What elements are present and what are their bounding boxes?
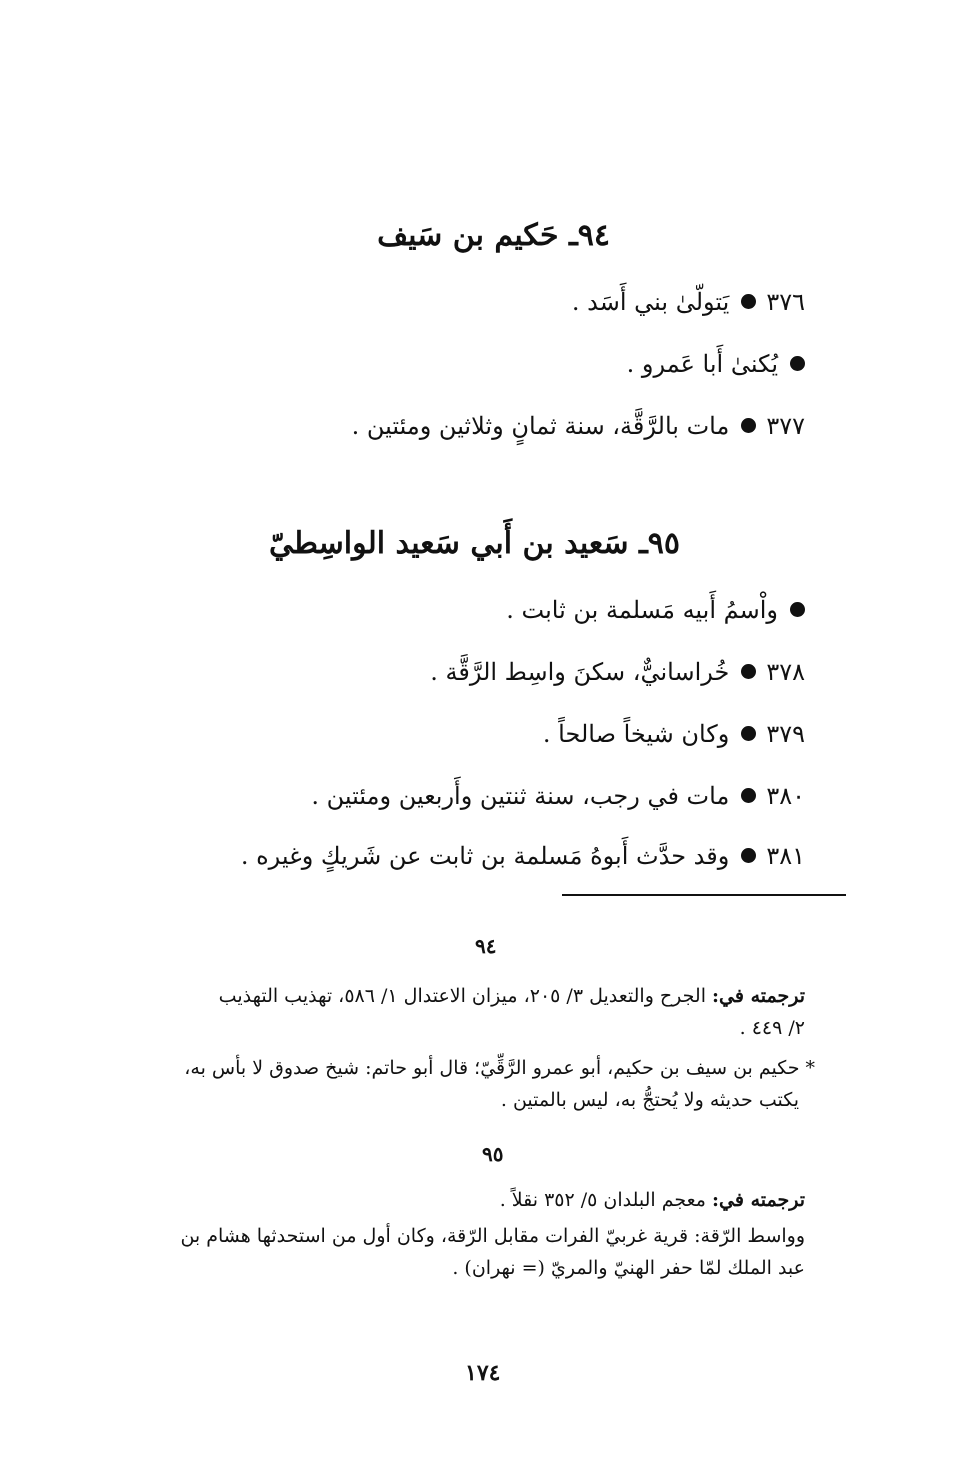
footnote-95-note: [135, 1220, 805, 1284]
bullet-icon: [741, 294, 756, 309]
entry-95-line-2: [430, 658, 805, 686]
line-number: ٣٨٠: [766, 782, 805, 810]
footnote-text-cont: ٢/ ٤٤٩ .: [739, 1017, 805, 1039]
note-text: حكيم بن سيف بن حكيم، أبو عمرو الرَّقِّيّ؛ قال أبو حاتم: شيخ صدوق لا بأس به،: [184, 1057, 800, 1079]
entry-95-line-3: [543, 720, 805, 748]
bullet-icon: [741, 726, 756, 741]
line-text: وقد حدَّث أَبوهُ مَسلمة بن ثابت عن شَريكٍ وغيره .: [240, 842, 730, 870]
line-number: ٣٨١: [766, 842, 805, 870]
footnote-text: معجم البلدان ٥/ ٣٥٢ نقلاً .: [499, 1189, 713, 1211]
note-text-cont: يكتب حديثه ولا يُحتجُّ به، ليس بالمتين .: [500, 1089, 799, 1111]
entry-94-line-3: [352, 412, 805, 440]
line-text: واْسمُ أَبيه مَسلمة بن ثابت .: [506, 596, 778, 624]
entry-94-line-2: [627, 350, 805, 378]
footnote-94-note: [135, 1052, 815, 1116]
line-text: خُراسانيٌّ، سكنَ واسِط الرَّقَّة .: [430, 658, 730, 686]
bullet-icon: [741, 848, 756, 863]
line-number: ٣٧٩: [766, 720, 805, 748]
entry-95-line-5: [241, 842, 805, 870]
footnote-label: ترجمته في:: [712, 1189, 805, 1211]
line-text: يَتولّىٰ بني أَسَد .: [571, 288, 730, 316]
line-text: مات في رجب، سنة ثنتين وأَربعين ومئتين .: [311, 782, 730, 810]
page-number: ١٧٤: [465, 1360, 501, 1386]
bullet-icon: [741, 788, 756, 803]
entry-95-line-4: [311, 782, 805, 810]
bullet-icon: [741, 664, 756, 679]
entry-95-heading: ٩٥ـ سَعيد بن أَبي سَعيد الواسِطيّ: [269, 526, 680, 561]
bullet-icon: [741, 418, 756, 433]
footnote-text: الجرح والتعديل ٣/ ٢٠٥، ميزان الاعتدال ١/ ٥٨٦، تهذيب التهذيب: [218, 985, 713, 1007]
bullet-icon: [790, 602, 805, 617]
line-number: ٣٧٧: [766, 412, 805, 440]
entry-94-line-1: [572, 288, 805, 316]
entry-94-heading: ٩٤ـ حَكيم بن سَيف: [377, 218, 610, 253]
note-text: وواسط الرّقة: قرية غربيّ الفرات مقابل الرّقة، وكان أول من استحدثها هشام بن: [180, 1225, 805, 1247]
line-number: ٣٧٨: [766, 658, 805, 686]
footnote-label: ترجمته في:: [712, 985, 805, 1007]
footnote-95-sources: [135, 1184, 805, 1216]
footnote-94-sources: [135, 980, 805, 1044]
footnote-95-number: ٩٥: [482, 1142, 504, 1166]
line-number: ٣٧٦: [766, 288, 805, 316]
note-text-cont: عبد الملك لمّا حفر الهنيّ والمريّ (= نهران) .: [452, 1257, 805, 1279]
line-text: مات بالرَّقَّة، سنة ثمانٍ وثلاثين ومئتين .: [351, 412, 730, 440]
line-text: وكان شيخاً صالحاً .: [542, 720, 730, 748]
footnote-separator: [562, 894, 846, 896]
asterisk-icon: *: [805, 1057, 815, 1079]
footnote-94-number: ٩٤: [475, 934, 497, 958]
entry-95-line-1: [506, 596, 805, 624]
bullet-icon: [790, 356, 805, 371]
line-text: يُكنىٰ أَبا عَمرو .: [626, 350, 778, 378]
